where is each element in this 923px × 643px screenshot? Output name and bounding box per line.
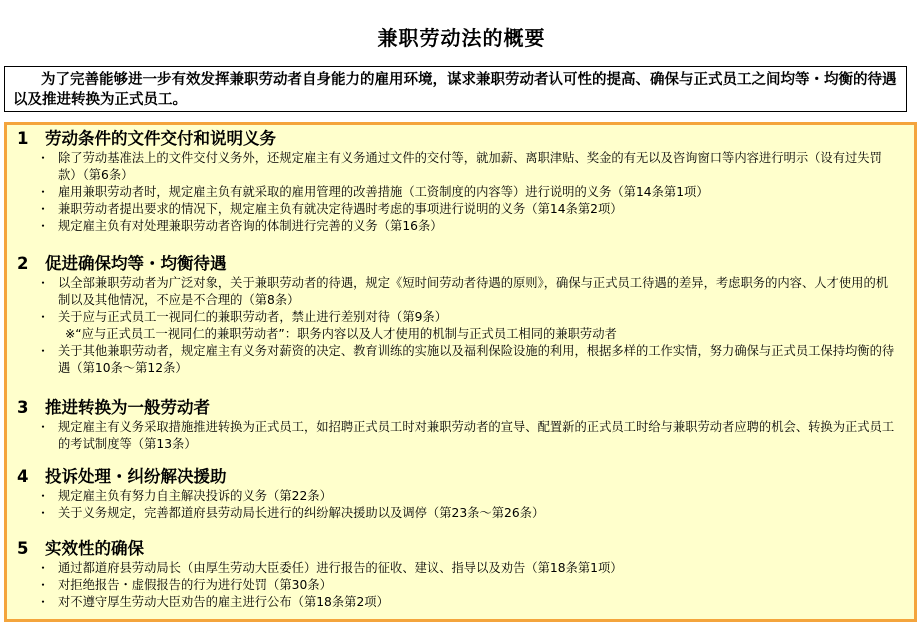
section-4 — [7, 466, 914, 522]
section-heading — [7, 253, 914, 275]
section-5 — [7, 538, 914, 611]
page-title: 兼职劳动法的概要 — [377, 26, 546, 50]
section-2 — [7, 253, 914, 377]
bullet-icon: ・ — [37, 310, 50, 324]
item-text: 关于义务规定，完善都道府县劳动局长进行的纠纷解决援助以及调停（第23条～第26条） — [58, 506, 545, 520]
section-heading — [7, 128, 914, 150]
bullet-icon: ・ — [37, 595, 50, 609]
definition-note: ※“应与正式员工一视同仁的兼职劳动者”：职务内容以及人才使用的机制与正式员工相同的兼职劳动者 — [65, 327, 617, 341]
list-item — [7, 343, 914, 377]
item-text: 规定雇主负有对处理兼职劳动者咨询的体制进行完善的义务（第16条） — [58, 219, 443, 233]
item-text: 规定雇主有义务采取措施推进转换为正式员工，如招聘正式员工时对兼职劳动者的宣导、配置新的正式员工时给与兼职劳动者应聘的机会、转换为正式员工的考试制度等（第13条） — [58, 420, 895, 451]
bullet-icon: ・ — [37, 276, 50, 290]
bullet-icon: ・ — [37, 185, 50, 199]
list-item — [7, 505, 914, 522]
list-item — [7, 201, 914, 218]
intro-box — [4, 66, 907, 112]
bullet-icon: ・ — [37, 420, 50, 434]
list-item — [7, 275, 914, 309]
bullet-icon: ・ — [37, 151, 50, 165]
section-number: 1 — [17, 129, 29, 148]
list-item — [7, 594, 914, 611]
bullet-icon: ・ — [37, 344, 50, 358]
item-text: 对不遵守厚生劳动大臣劝告的雇主进行公布（第18条第2项） — [58, 595, 389, 609]
summary-panel — [4, 122, 917, 622]
item-text: 雇用兼职劳动者时，规定雇主负有就采取的雇用管理的改善措施（工资制度的内容等）进行说明的义务（第14条第1项） — [58, 185, 709, 199]
list-item — [7, 577, 914, 594]
intro-text: 为了完善能够进一步有效发挥兼职劳动者自身能力的雇用环境，谋求兼职劳动者认可性的提高、确保与正式员工之间均等・均衡的待遇以及推进转换为正式员工。 — [13, 72, 897, 108]
section-number: 3 — [17, 398, 29, 417]
bullet-icon: ・ — [37, 219, 50, 233]
list-item — [7, 560, 914, 577]
list-item — [7, 419, 914, 453]
bullet-icon: ・ — [37, 489, 50, 503]
item-text: 除了劳动基准法上的文件交付义务外，还规定雇主有义务通过文件的交付等，就加薪、离职津贴、奖金的有无以及咨询窗口等内容进行明示（设有过失罚款）（第6条） — [58, 151, 882, 182]
bullet-icon: ・ — [37, 506, 50, 520]
item-text: 对拒绝报告・虚假报告的行为进行处罚（第30条） — [58, 578, 332, 592]
section-heading — [7, 538, 914, 560]
section-title: 劳动条件的文件交付和说明义务 — [45, 129, 276, 148]
section-3 — [7, 397, 914, 453]
item-text: 关于其他兼职劳动者，规定雇主有义务对薪资的决定、教育训练的实施以及福利保险设施的利用，根据多样的工作实情，努力确保与正式员工保持均衡的待遇（第10条～第12条） — [58, 344, 895, 375]
list-item — [7, 150, 914, 184]
bullet-icon: ・ — [37, 578, 50, 592]
section-number: 4 — [17, 467, 29, 486]
item-text: 规定雇主负有努力自主解决投诉的义务（第22条） — [58, 489, 332, 503]
section-heading — [7, 466, 914, 488]
item-text: 以全部兼职劳动者为广泛对象，关于兼职劳动者的待遇，规定《短时间劳动者待遇的原则》，确保与正式员工待遇的差异，考虑职务的内容、人才使用的机制以及其他情况，不应是不合理的（第8条） — [58, 276, 889, 307]
list-item — [7, 218, 914, 235]
bullet-icon: ・ — [37, 202, 50, 216]
item-text: 兼职劳动者提出要求的情况下，规定雇主负有就决定待遇时考虑的事项进行说明的义务（第14条第2项） — [58, 202, 623, 216]
section-title: 实效性的确保 — [45, 539, 144, 558]
section-title: 投诉处理・纠纷解决援助 — [45, 467, 227, 486]
item-text: 关于应与正式员工一视同仁的兼职劳动者，禁止进行差别对待（第9条） — [58, 310, 448, 324]
list-item — [7, 488, 914, 505]
section-title: 推进转换为一般劳动者 — [45, 398, 210, 417]
section-heading — [7, 397, 914, 419]
section-title: 促进确保均等・均衡待遇 — [45, 254, 227, 273]
item-text: 通过都道府县劳动局长（由厚生劳动大臣委任）进行报告的征收、建议、指导以及劝告（第18条第1项） — [58, 561, 623, 575]
section-number: 5 — [17, 539, 29, 558]
list-item — [7, 184, 914, 201]
section-1 — [7, 128, 914, 235]
section-number: 2 — [17, 254, 29, 273]
list-item — [7, 309, 914, 326]
bullet-icon: ・ — [37, 561, 50, 575]
